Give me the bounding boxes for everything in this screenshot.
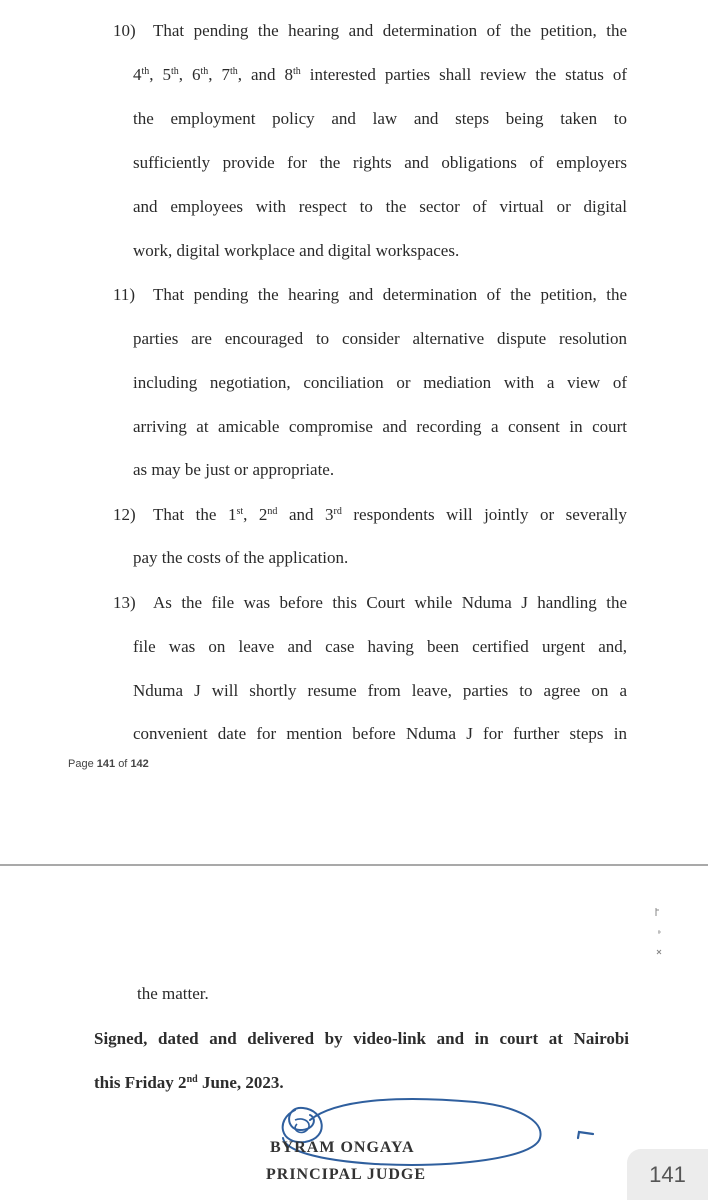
continuation-text: the matter. [137,984,209,1003]
signature-flourish [575,1128,597,1142]
judge-signature [255,1080,555,1180]
judge-name: BYRAM ONGAYA [270,1139,415,1156]
page-number-badge: 141 [627,1149,708,1200]
signed-statement-line-2: this Friday 2nd June, 2023. [94,1073,284,1092]
order-11-line-2: parties are encouraged to consider alternative dispute resolution [133,329,627,348]
page-footer: Page 141 of 142 [68,758,149,770]
order-13-line-4: convenient date for mention before Nduma J for further steps in [133,724,627,743]
judge-title: PRINCIPAL JUDGE [266,1166,427,1183]
order-11-line-4: arriving at amicable compromise and recording a consent in court [133,417,627,436]
order-10-line-3: the employment policy and law and steps being taken to [133,109,627,128]
signed-statement-line-1: Signed, dated and delivered by video-link and in court at Nairobi [94,1029,629,1048]
order-13-line-1: 13) As the file was before this Court while Nduma J handling the [113,593,627,612]
order-13-line-2: file was on leave and case having been certified urgent and, [133,637,627,656]
order-12-line-1: 12) That the 1st, 2nd and 3rd respondents will jointly or severally [113,505,628,524]
order-10-line-2: 4th, 5th, 6th, 7th, and 8th interested parties shall review the status of [133,65,627,84]
order-11-line-1: 11) That pending the hearing and determination of the petition, the [113,285,627,304]
order-10-line-6: work, digital workplace and digital workspaces. [133,241,460,260]
order-10-line-5: and employees with respect to the sector of virtual or digital [133,197,627,216]
order-10-line-4: sufficiently provide for the rights and obligations of employers [133,153,627,172]
order-11-line-3: including negotiation, conciliation or mediation with a view of [133,373,627,392]
order-10-line-1: 10) That pending the hearing and determination of the petition, the [113,21,627,40]
order-13-line-3: Nduma J will shortly resume from leave, parties to agree on a [133,681,627,700]
order-11-line-5: as may be just or appropriate. [133,460,335,479]
margin-marks [652,898,672,968]
order-12-line-2: pay the costs of the application. [133,548,349,567]
